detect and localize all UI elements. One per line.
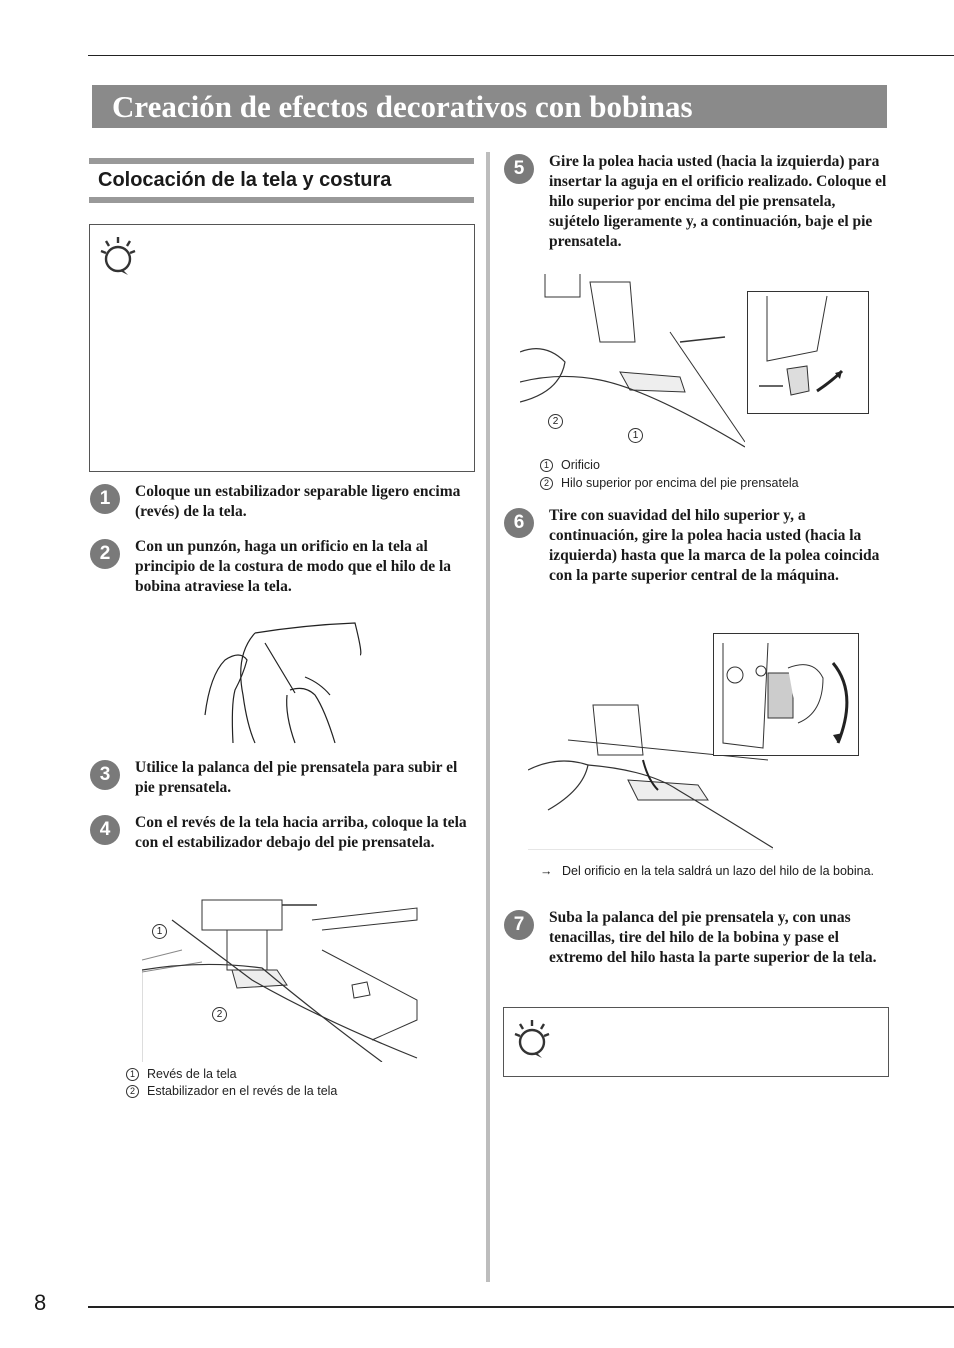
- note-box-left: [89, 224, 475, 472]
- step-badge: 1: [90, 484, 120, 514]
- figure5-callout-1: 1: [628, 428, 643, 443]
- note-lightbulb-icon: [100, 235, 136, 277]
- figure5-caption-1: [540, 457, 600, 474]
- step-text: Con el revés de la tela hacia arriba, coloque la tela con el estabilizador debajo del pie prensatela.: [135, 814, 467, 851]
- step-badge: 4: [90, 815, 120, 845]
- awl-illustration: [195, 615, 370, 745]
- note-box-right: [503, 1007, 889, 1077]
- step-badge: 3: [90, 760, 120, 790]
- caption-number: 2: [540, 477, 553, 490]
- figure4-callout-2: 2: [212, 1007, 227, 1022]
- step-badge: 2: [90, 539, 120, 569]
- figure4-caption-1: [126, 1066, 237, 1083]
- result-arrow: →: [540, 864, 553, 878]
- step-text: Tire con suavidad del hilo superior y, a continuación, gire la polea hacia usted (hacia la izquierda) hasta que la marca de la polea coincida con la parte superior central de la máquina.: [549, 507, 880, 584]
- figure4-caption-2: [126, 1083, 337, 1100]
- pulley-inset-illustration: [747, 291, 869, 414]
- step-text: Suba la palanca del pie prensatela y, con unas tenacillas, tire del hilo de la bobina y pase el extremo del hilo hasta la parte superior de la tela.: [549, 909, 877, 966]
- page-title: Creación de efectos decorativos con bobinas: [92, 85, 887, 128]
- page-number: 8: [34, 1290, 47, 1315]
- caption-number: 2: [126, 1085, 139, 1098]
- column-divider: [486, 152, 490, 1282]
- figure5-caption-2: [540, 475, 799, 492]
- step-text: Gire la polea hacia usted (hacia la izquierda) para insertar la aguja en el orificio realizado. Coloque el hilo superior por encima del pie prensatela, sujételo ligeramente y, a continuación, baje el pie prensatela.: [549, 153, 887, 250]
- section-heading: [89, 158, 474, 203]
- caption-text: Revés de la tela: [147, 1067, 237, 1081]
- step-text: Utilice la palanca del pie prensatela para subir el pie prensatela.: [135, 759, 458, 796]
- result-text: Del orificio en la tela saldrá un lazo del hilo de la bobina.: [562, 864, 874, 878]
- top-rule: [88, 55, 954, 56]
- pulley-mark-inset-illustration: [713, 633, 859, 756]
- caption-text: Hilo superior por encima del pie prensatela: [561, 476, 799, 490]
- step-text: Con un punzón, haga un orificio en la tela al principio de la costura de modo que el hilo de la bobina atraviese la tela.: [135, 538, 452, 595]
- step-text: Coloque un estabilizador separable ligero encima (revés) de la tela.: [135, 483, 461, 520]
- figure6-result: [540, 863, 885, 880]
- step-badge: 6: [504, 508, 534, 538]
- step-badge: 7: [504, 910, 534, 940]
- step-badge: 5: [504, 154, 534, 184]
- figure4-callout-1: 1: [152, 924, 167, 939]
- section-heading-text: Colocación de la tela y costura: [98, 169, 392, 191]
- figure5-callout-2: 2: [548, 414, 563, 429]
- presser-foot-illustration: [142, 890, 422, 1062]
- caption-number: 1: [540, 459, 553, 472]
- caption-text: Estabilizador en el revés de la tela: [147, 1084, 338, 1098]
- note-lightbulb-icon: [514, 1018, 550, 1060]
- caption-number: 1: [126, 1068, 139, 1081]
- bottom-rule: [88, 1306, 954, 1308]
- caption-text: Orificio: [561, 458, 600, 472]
